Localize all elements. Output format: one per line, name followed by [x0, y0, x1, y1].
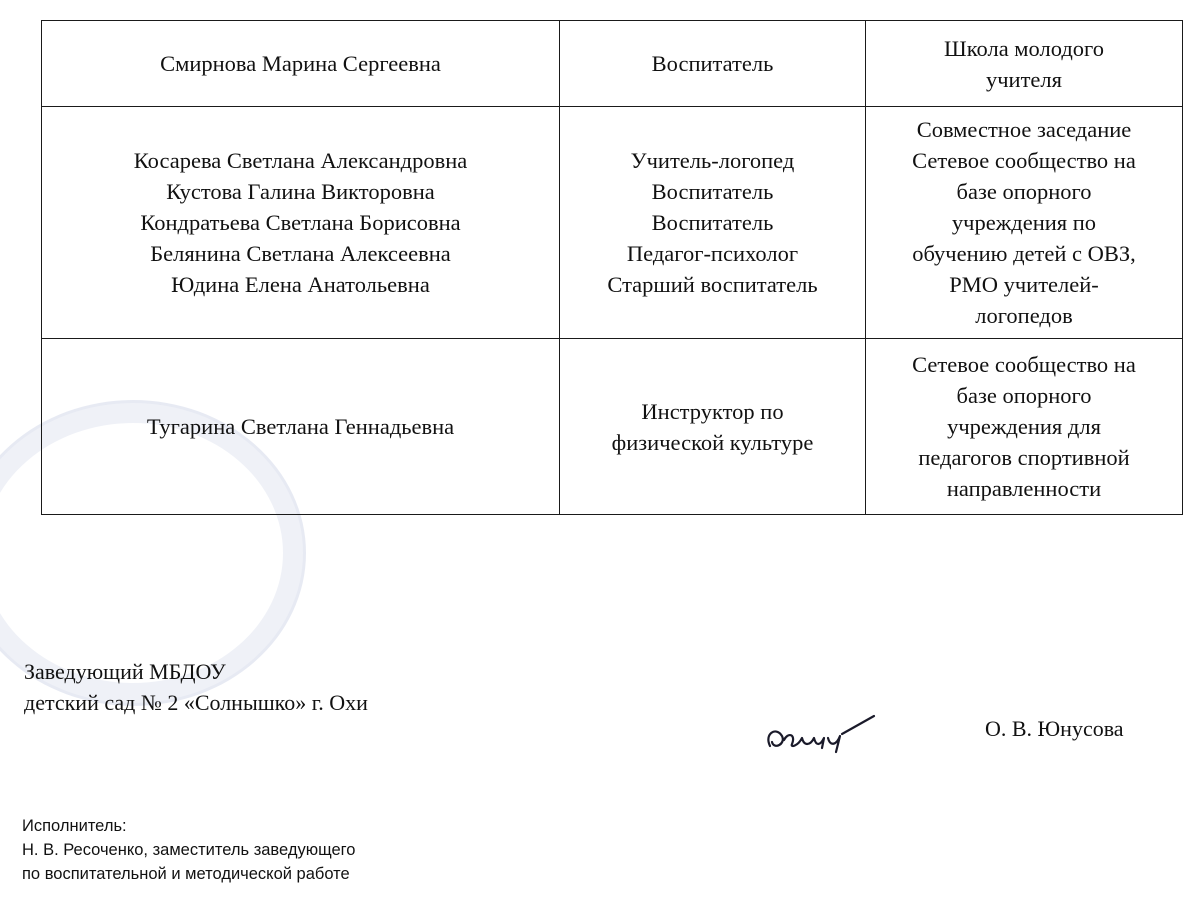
- positions-cell: [560, 107, 866, 339]
- head-title: Заведующий МБДОУ: [24, 659, 226, 684]
- positions-cell: [560, 339, 866, 515]
- event-line: Школа молодого: [944, 35, 1104, 61]
- executor-block: [22, 814, 355, 886]
- table-row: [42, 21, 1183, 107]
- events-cell: [866, 107, 1183, 339]
- event-line: направленности: [946, 476, 1102, 501]
- table-row: [42, 339, 1183, 515]
- positions-cell: [560, 21, 866, 107]
- names-cell: [42, 339, 560, 515]
- event-line: учителя: [985, 66, 1062, 92]
- staff-name: Кустова Галина Викторовна: [166, 179, 435, 204]
- names-cell: [42, 107, 560, 339]
- handwritten-signature: [762, 712, 882, 762]
- executor-label: Исполнитель:: [22, 817, 127, 835]
- events-cell: [866, 339, 1183, 515]
- staff-position: Учитель-логопед: [630, 148, 795, 173]
- signer-name: О. В. Юнусова: [985, 716, 1124, 741]
- table-row: [42, 107, 1183, 339]
- event-line: учреждения для: [947, 414, 1101, 439]
- event-line: обучению детей с ОВЗ,: [912, 241, 1136, 266]
- executor-role: по воспитательной и методической работе: [22, 865, 350, 883]
- event-line: базе опорного: [956, 179, 1092, 204]
- staff-position: физической культуре: [611, 429, 814, 455]
- staff-position: Воспитатель: [651, 179, 774, 204]
- staff-name: Тугарина Светлана Геннадьевна: [146, 414, 455, 439]
- staff-position: Старший воспитатель: [607, 272, 818, 297]
- staff-name: Смирнова Марина Сергеевна: [160, 51, 441, 76]
- events-cell: [866, 21, 1183, 107]
- event-line: логопедов: [975, 303, 1073, 328]
- staff-name: Юдина Елена Анатольевна: [171, 272, 430, 297]
- staff-position: Воспитатель: [651, 210, 774, 235]
- staff-position: Инструктор по: [641, 398, 784, 424]
- event-line: базе опорного: [956, 383, 1092, 408]
- event-line: Совместное заседание: [916, 117, 1132, 142]
- event-line: Сетевое сообщество на: [912, 148, 1136, 173]
- staff-name: Белянина Светлана Алексеевна: [150, 241, 451, 266]
- names-cell: [42, 21, 560, 107]
- staff-name: Кондратьева Светлана Борисовна: [140, 210, 461, 235]
- staff-position: Педагог-психолог: [626, 241, 799, 266]
- executor-name: Н. В. Ресоченко, заместитель заведующего: [22, 841, 356, 859]
- staff-position: Воспитатель: [651, 51, 774, 76]
- institution-name: детский сад № 2 «Солнышко» г. Охи: [24, 690, 368, 715]
- head-signature-block: [24, 656, 368, 718]
- event-line: учреждения по: [951, 210, 1097, 235]
- event-line: РМО учителей-: [949, 272, 1099, 297]
- event-line: педагогов спортивной: [918, 445, 1130, 470]
- event-line: Сетевое сообщество на: [912, 352, 1136, 377]
- staff-events-table: [41, 20, 1183, 515]
- staff-name: Косарева Светлана Александровна: [133, 148, 468, 173]
